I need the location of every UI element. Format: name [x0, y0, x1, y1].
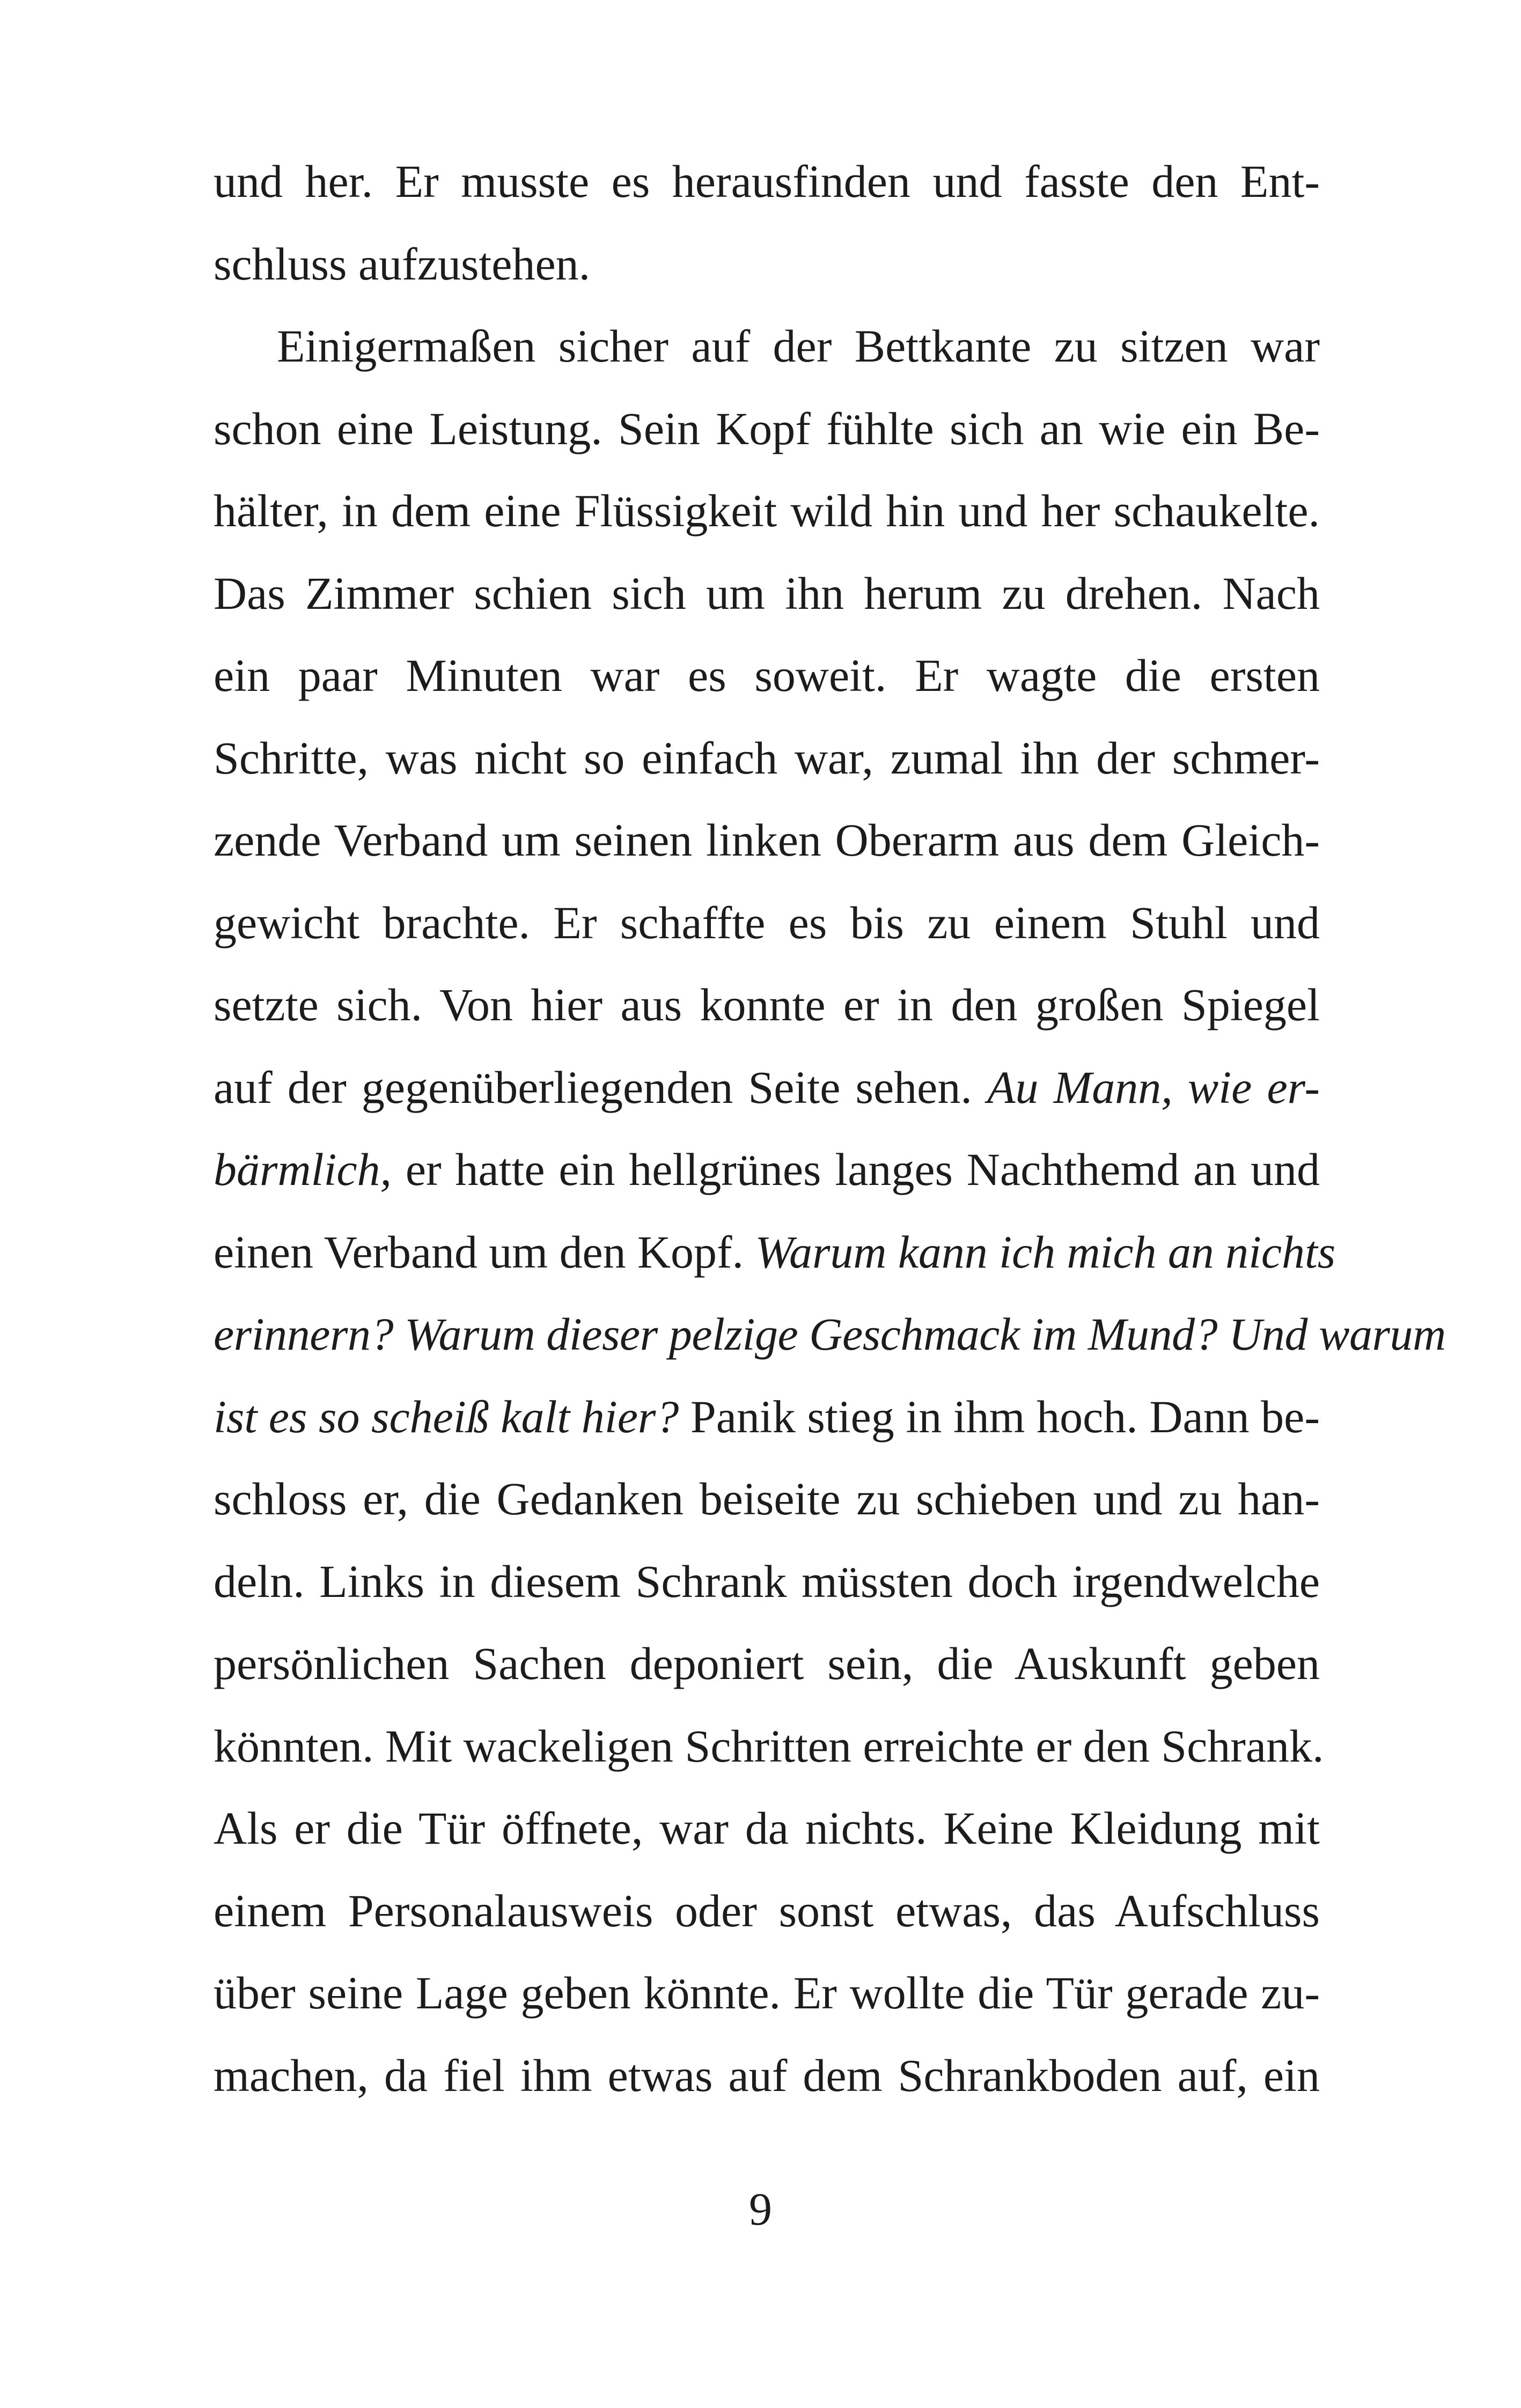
italic-text: Warum kann ich mich an nichts: [755, 1226, 1336, 1278]
text-line: [214, 1293, 1446, 1376]
text-line: deln. Links in diesem Schrank müssten doch irgendwelche: [214, 1555, 1320, 1607]
text-line: könnten. Mit wackeligen Schritten erreichte er den Schrank.: [214, 1720, 1324, 1772]
paragraph-2: [214, 305, 1446, 2117]
text-line: und her. Er musste es herausfinden und fasste den Ent-: [214, 156, 1320, 207]
page-number: 9: [749, 2183, 772, 2235]
text-line: persönlichen Sachen deponiert sein, die Auskunft geben: [214, 1638, 1320, 1689]
text-line: bärmlich, er hatte ein hellgrünes langes Nachthemd an und: [214, 1144, 1320, 1195]
text-line: Schritte, was nicht so einfach war, zumal ihn der schmer-: [214, 732, 1320, 784]
text-line: einem Personalausweis oder sonst etwas, das Aufschluss: [214, 1884, 1320, 1936]
text-line: ein paar Minuten war es soweit. Er wagte die ersten: [214, 650, 1320, 701]
text-line: Einigermaßen sicher auf der Bettkante zu sitzen war: [277, 320, 1320, 372]
text-line: gewicht brachte. Er schaffte es bis zu einem Stuhl und: [214, 896, 1320, 948]
text-line: machen, da fiel ihm etwas auf dem Schrankboden auf, ein: [214, 2049, 1320, 2101]
text-line: Als er die Tür öffnete, war da nichts. Keine Kleidung mit: [214, 1802, 1320, 1854]
text-line: auf der gegenüberliegenden Seite sehen. Au Mann, wie er-: [214, 1061, 1320, 1113]
text-line: zende Verband um seinen linken Oberarm aus dem Gleich-: [214, 814, 1320, 866]
text-line: ist es so scheiß kalt hier? Panik stieg in ihm hoch. Dann be-: [214, 1390, 1320, 1442]
text-line: schon eine Leistung. Sein Kopf fühlte sich an wie ein Be-: [214, 402, 1320, 454]
italic-text: ist es so scheiß kalt hier?: [214, 1390, 679, 1442]
text-line: setzte sich. Von hier aus konnte er in den großen Spiegel: [214, 979, 1320, 1030]
text-line: schloss er, die Gedanken beiseite zu schieben und zu han-: [214, 1473, 1320, 1525]
italic-text: erinnern? Warum dieser pelzige Geschmack im Mund? Und warum: [214, 1308, 1446, 1360]
body-text: [214, 141, 1446, 2117]
text-line: über seine Lage geben könnte. Er wollte die Tür gerade zu-: [214, 1967, 1320, 2019]
text-line: Das Zimmer schien sich um ihn herum zu drehen. Nach: [214, 567, 1320, 619]
italic-text: bärmlich,: [214, 1144, 392, 1195]
italic-text: Au Mann, wie er-: [987, 1061, 1320, 1113]
text-line: schluss aufzustehen.: [214, 238, 591, 290]
text-line: einen Verband um den Kopf. Warum kann ich mich an nichts: [214, 1226, 1336, 1278]
paragraph-1: [214, 141, 1320, 305]
text-line: hälter, in dem eine Flüssigkeit wild hin und her schaukelte.: [214, 485, 1320, 536]
